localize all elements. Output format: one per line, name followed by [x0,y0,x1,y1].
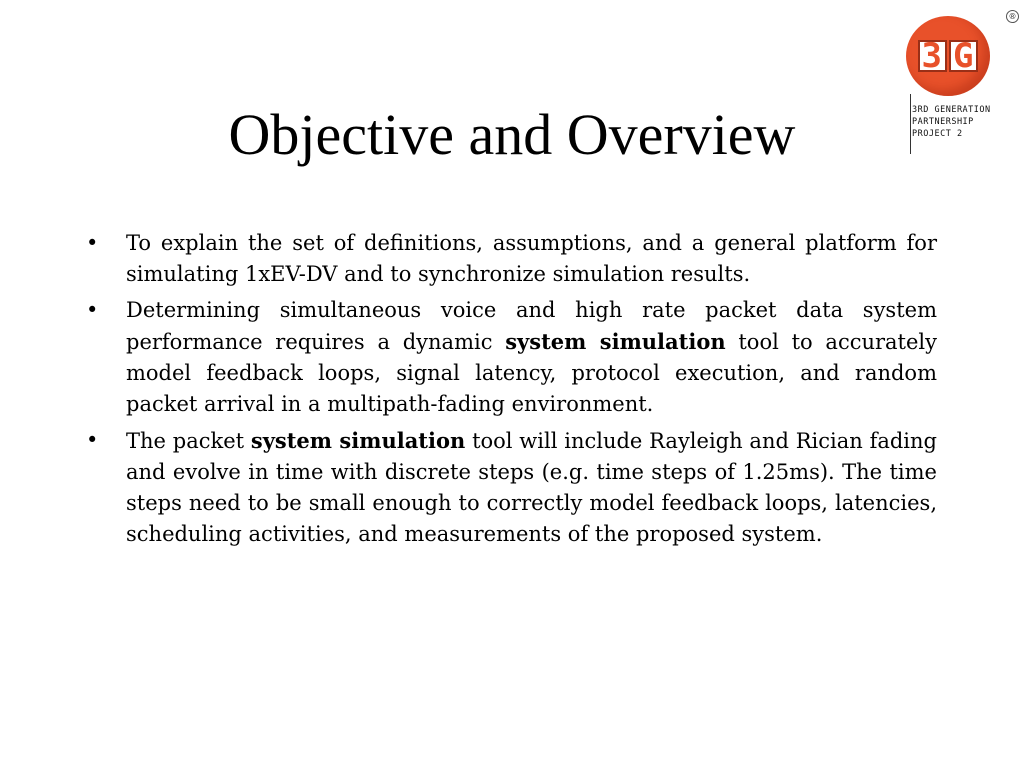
bullet-icon: • [86,298,99,322]
logo-text [912,104,1024,140]
slide-title: Objective and Overview [228,102,796,167]
3gpp2-logo [902,6,1024,156]
bullet-item-3 [86,425,937,550]
bullet-bold-term: system simulation [505,329,726,354]
bullet-text: To explain the set of definitions, assumptions, and a general platform for simulating 1xEV-DV and to synchronize simulation results. [126,231,937,286]
logo-mark [906,16,990,96]
bullet-text: The packet [126,429,251,453]
registered-icon: ® [1006,10,1019,23]
bullet-bold-term: system simulation [250,428,466,453]
logo-text-line1: 3RD GENERATION [912,105,991,115]
bullet-text: Determining simultaneous voice and high rate packet data system performance requires a dynamic [126,298,937,354]
bullet-list [86,228,937,555]
logo-mark-g: G [949,40,978,72]
logo-text-line3: PROJECT 2 [912,129,963,139]
bullet-text: tool to accurately model feedback loops, signal latency, protocol execution, and random packet arrival in a multipath-fading environment. [126,330,937,416]
bullet-text: tool will include Rayleigh and Rician fading and evolve in time with discrete steps (e.g. time steps of 1.25ms). The time steps need to be small enough to correctly model feedback loops, latencies, scheduling activities, and measurements of the proposed system. [126,429,937,546]
bullet-item-2 [86,295,937,420]
logo-text-line2: PARTNERSHIP [912,117,974,127]
bullet-item-1 [86,228,937,290]
bullet-icon: • [86,428,99,452]
logo-divider [910,94,911,154]
bullet-icon: • [86,231,99,255]
logo-mark-3: 3 [918,40,947,72]
